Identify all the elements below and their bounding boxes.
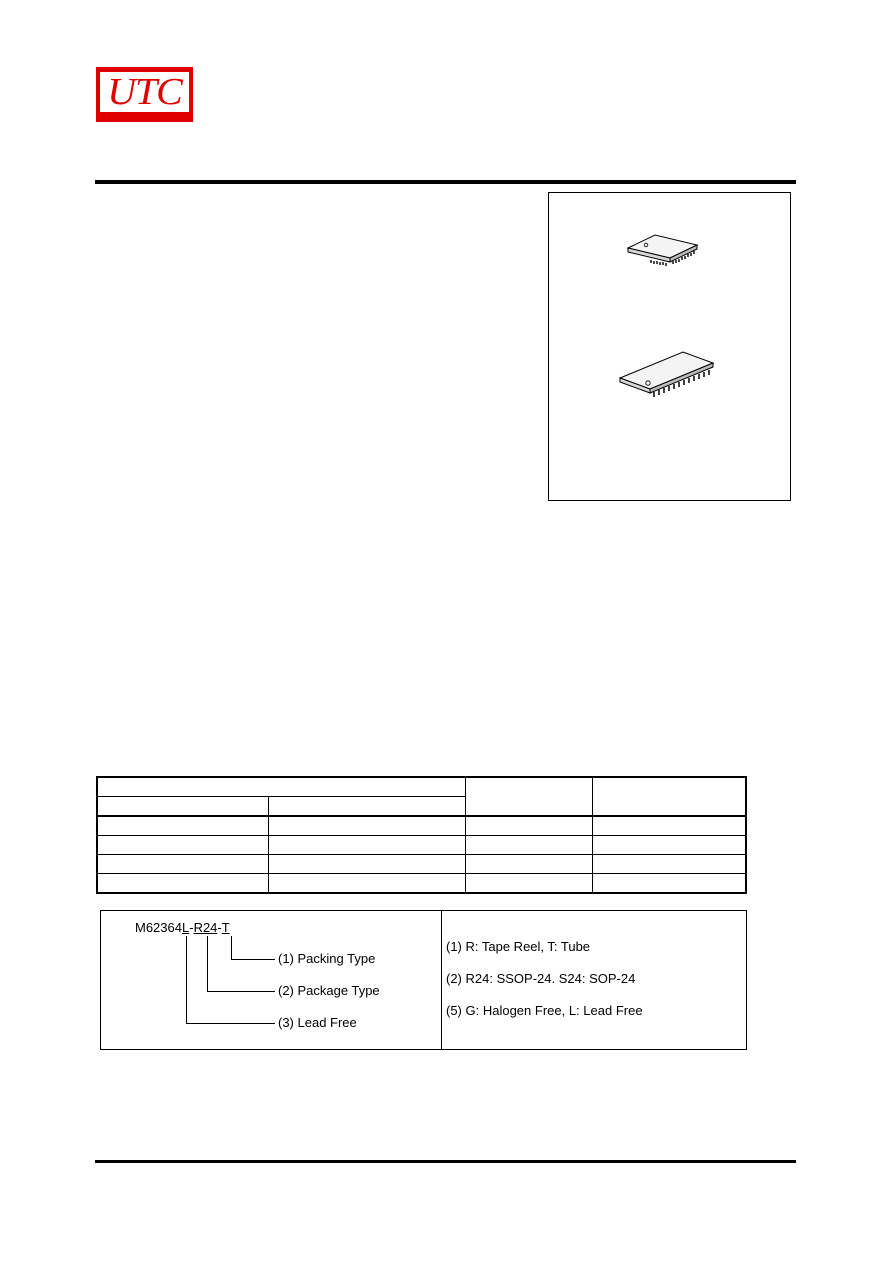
part-number-lead-free-code: L [181, 920, 190, 935]
ordering-info-table [96, 776, 747, 894]
table-cell [465, 836, 592, 855]
sop-24-chip-image [617, 349, 717, 405]
table-cell [465, 874, 592, 894]
part-number [135, 920, 230, 935]
table-cell [592, 816, 746, 836]
connector-line [207, 936, 208, 992]
table-header-cell [465, 777, 592, 816]
table-row [97, 816, 746, 836]
table-header-cell [592, 777, 746, 816]
table-cell [97, 855, 268, 874]
table-header-row [97, 777, 746, 797]
table-cell [465, 855, 592, 874]
table-row [97, 836, 746, 855]
utc-logo [96, 67, 193, 122]
connector-line [231, 959, 275, 960]
table-cell [97, 836, 268, 855]
connector-line [186, 936, 187, 1024]
part-number-separator: - [189, 920, 194, 935]
table-cell [268, 874, 465, 894]
table-cell [268, 836, 465, 855]
table-header-cell [268, 797, 465, 817]
part-number-packing-code: T [221, 920, 230, 935]
note-lead-free: (5) G: Halogen Free, L: Lead Free [446, 1003, 643, 1018]
table-cell [97, 816, 268, 836]
table-header-cell [97, 777, 465, 797]
callout-package-type: (2) Package Type [278, 983, 380, 998]
callout-packing-type: (1) Packing Type [278, 951, 376, 966]
table-cell [592, 874, 746, 894]
part-number-code-box [100, 910, 747, 1050]
table-cell [465, 816, 592, 836]
part-number-package-code: R24 [193, 920, 218, 935]
ssop-24-chip-image [625, 233, 705, 267]
connector-line [231, 936, 232, 960]
table-cell [97, 874, 268, 894]
table-cell [592, 855, 746, 874]
part-number-prefix: M62364 [135, 920, 182, 935]
note-package-type: (2) R24: SSOP-24. S24: SOP-24 [446, 971, 636, 986]
callout-lead-free: (3) Lead Free [278, 1015, 357, 1030]
package-image-box [548, 192, 791, 501]
note-packing-type: (1) R: Tape Reel, T: Tube [446, 939, 591, 954]
table-row [97, 874, 746, 894]
logo-text: UTC [107, 71, 182, 113]
table-cell [268, 816, 465, 836]
table-cell [268, 855, 465, 874]
part-number-separator: - [217, 920, 222, 935]
code-box-divider [441, 911, 442, 1049]
header-rule [95, 180, 796, 184]
logo-frame [100, 72, 189, 112]
table-header-cell [97, 797, 268, 817]
table-row [97, 855, 746, 874]
connector-line [186, 1023, 275, 1024]
footer-rule [95, 1160, 796, 1163]
table-cell [592, 836, 746, 855]
connector-line [207, 991, 275, 992]
